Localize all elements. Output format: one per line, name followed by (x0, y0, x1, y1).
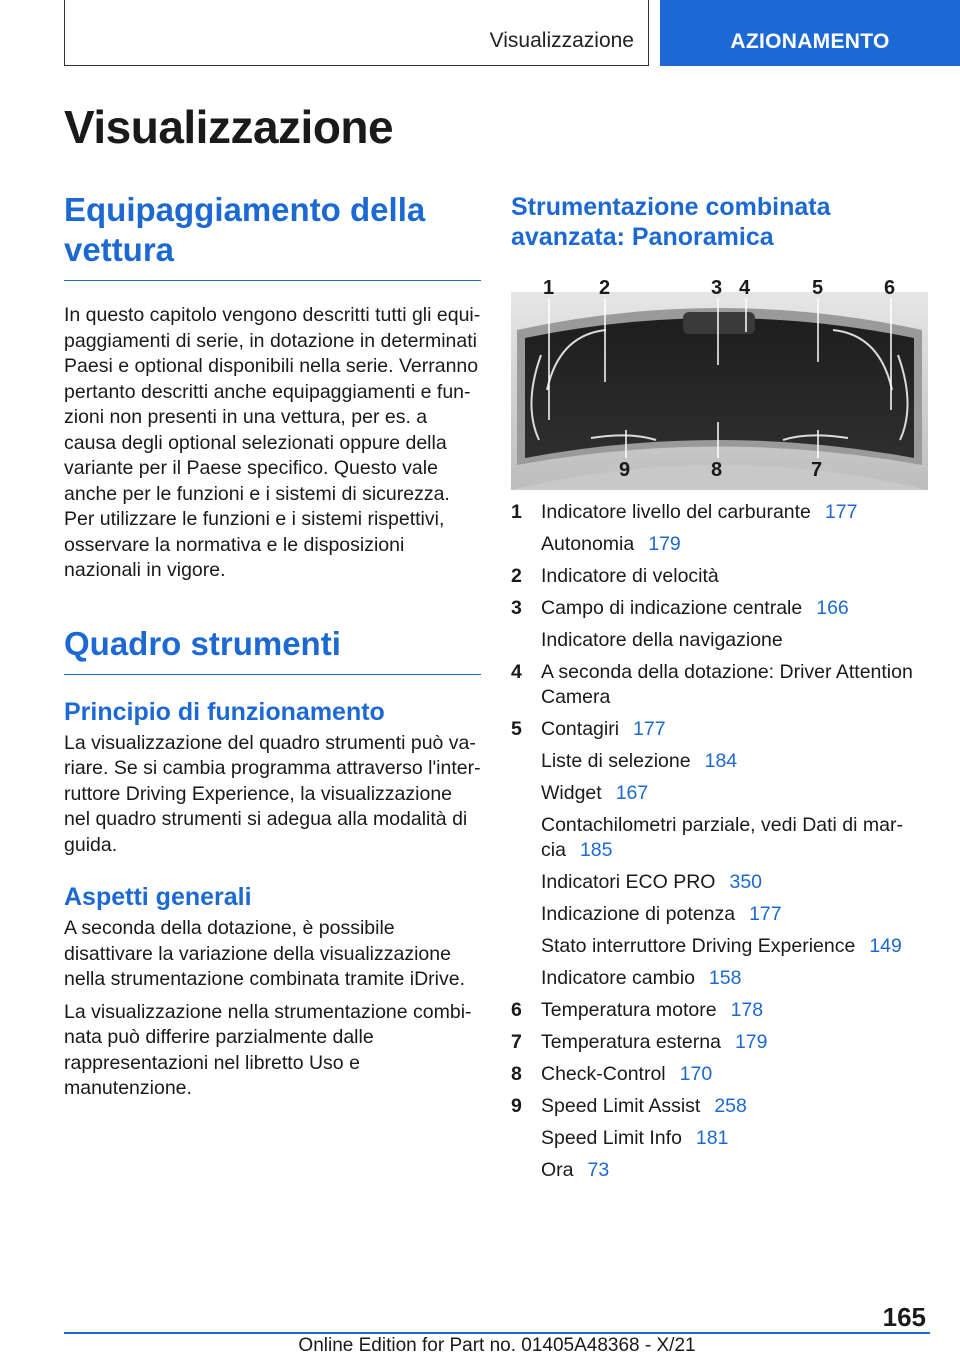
legend-text (541, 596, 931, 621)
legend-item (511, 564, 931, 589)
legend-label: Temperatura motore (541, 999, 717, 1021)
callout-9: 9 (619, 459, 631, 481)
page-number: 165 (882, 1302, 926, 1332)
legend-item (511, 1094, 931, 1119)
legend-label: Autonomia (541, 533, 635, 555)
header-section-box (64, 0, 649, 66)
page-reference-link[interactable]: 73 (587, 1159, 610, 1181)
page-reference-link[interactable]: 149 (869, 935, 902, 957)
legend-text (541, 870, 931, 895)
footer-divider (64, 1332, 930, 1334)
legend-label: Indicatore livello del carburante (541, 501, 811, 523)
legend-label: Indicatore di velocità (541, 565, 719, 587)
callout-3: 3 (711, 277, 723, 299)
page-reference-link[interactable]: 177 (824, 501, 858, 523)
legend-label: Speed Limit Info (541, 1127, 682, 1149)
legend-item (511, 934, 931, 959)
legend-label: Check-Control (541, 1063, 666, 1085)
header-chapter-label: AZIONAMENTO (730, 30, 890, 53)
page-title: Visualizzazione (64, 101, 394, 153)
legend-item (511, 1062, 931, 1087)
page-reference-link[interactable]: 167 (615, 782, 649, 804)
legend-number: 1 (511, 501, 522, 523)
callout-6: 6 (884, 277, 896, 299)
legend-text (541, 966, 931, 991)
legend-item (511, 628, 931, 653)
legend-text (541, 532, 931, 557)
legend-label: Liste di selezione (541, 750, 691, 772)
footer-edition: Online Edition for Part no. 01405A48368 - X/21 (298, 1335, 696, 1356)
legend-label: Indicatori ECO PRO (541, 871, 716, 893)
cluster-screen (525, 318, 914, 458)
legend-item (511, 749, 931, 774)
legend-text (541, 781, 931, 806)
legend-item (511, 1030, 931, 1055)
page-reference-link[interactable]: 177 (633, 718, 666, 740)
legend-label: Stato interruttore Driving Experience (541, 935, 856, 957)
legend-text (541, 749, 931, 774)
legend-item (511, 596, 931, 621)
page-reference-link[interactable]: 178 (730, 999, 764, 1021)
legend-text (541, 564, 931, 589)
legend-number: 3 (511, 597, 522, 619)
paragraph-aspetti-1: A seconda della dotazione, è possibile disattivare la variazione della visualizzazione nella strumentazione combinata tramite iDrive. (64, 917, 466, 990)
legend-item (511, 870, 931, 895)
page-reference-link[interactable]: 166 (816, 597, 849, 619)
legend-text (541, 1094, 931, 1119)
header-chapter-tab[interactable] (660, 0, 960, 66)
legend-text (541, 628, 931, 653)
callout-7: 7 (811, 459, 823, 481)
legend-number: 2 (511, 565, 522, 587)
page-reference-link[interactable]: 177 (749, 903, 782, 925)
legend-text (541, 1030, 931, 1055)
page-reference-link[interactable]: 184 (704, 750, 738, 772)
legend-number: 5 (511, 718, 522, 740)
legend-number: 4 (511, 661, 522, 683)
paragraph-aspetti-2: La visualizzazione nella strumentazione combinata può differire parzialmente dalle rappresentazioni nel libretto Uso e manutenzione. (64, 1000, 472, 1099)
callout-1: 1 (543, 277, 555, 299)
legend-text (541, 902, 931, 927)
legend-label: Indicatore della navigazione (541, 629, 783, 651)
legend-label: Indicatore cambio (541, 967, 695, 989)
legend-item (511, 902, 931, 927)
page-reference-link[interactable]: 179 (648, 533, 681, 555)
legend-number: 9 (511, 1095, 522, 1117)
legend-item (511, 966, 931, 991)
legend-label: Contachilometri parziale, vedi Dati di marcia (541, 814, 903, 861)
page-reference-link[interactable]: 258 (714, 1095, 747, 1117)
heading-strumentazione-panoramica: Strumentazione combinata avanzata: Panoramica (511, 193, 831, 251)
legend-number: 7 (511, 1031, 522, 1053)
legend-text (541, 934, 931, 959)
paragraph-equipaggiamento: In questo capitolo vengono descritti tutti gli equipaggiamenti di serie, in dotazione in determinati Paesi e optional disponibili nella serie. Verranno pertanto descritti anche equipaggiamenti e funzioni non presenti in una vettura, per es. a causa degli optional selezionati oppure della variante per il Paese specifico. Questo vale anche per le funzioni e i sistemi di sicurezza. Per utilizzare le funzioni e i sistemi rispettivi, osservare la normativa e le disposizioni nazionali in vigore. (64, 304, 481, 581)
legend-label: Ora (541, 1159, 574, 1181)
heading-quadro-strumenti: Quadro strumenti (64, 624, 481, 675)
legend-text (541, 1126, 931, 1151)
page-reference-link[interactable]: 350 (729, 871, 763, 893)
instrument-cluster-illustration (511, 270, 928, 490)
legend-number: 6 (511, 999, 522, 1021)
callout-2: 2 (599, 277, 611, 299)
callout-4: 4 (739, 277, 751, 299)
header-section-title: Visualizzazione (489, 29, 634, 52)
legend-item (511, 781, 931, 806)
legend-label: Campo di indicazione centrale (541, 597, 803, 619)
legend-text (541, 813, 931, 863)
legend-item (511, 813, 931, 863)
legend-label: Widget (541, 782, 602, 804)
heading-principio: Principio di funzionamento (64, 697, 385, 726)
legend-label: Contagiri (541, 718, 620, 740)
legend-item (511, 998, 931, 1023)
cluster-legend-list (511, 500, 931, 1190)
page-reference-link[interactable]: 185 (579, 839, 613, 861)
legend-text (541, 660, 931, 710)
paragraph-principio: La visualizzazione del quadro strumenti può variare. Se si cambia programma attraverso l'interruttore Driving Experience, la visualizzazione nel quadro strumenti si adegua alla modalità di guida. (64, 731, 481, 856)
callout-5: 5 (812, 277, 824, 299)
right-column (511, 192, 928, 252)
legend-item (511, 660, 931, 710)
page-reference-link[interactable]: 179 (734, 1031, 768, 1053)
legend-item (511, 717, 931, 742)
left-column (64, 190, 481, 1102)
legend-item (511, 1126, 931, 1151)
legend-label: Indicazione di potenza (541, 903, 736, 925)
page-reference-link[interactable]: 181 (695, 1127, 729, 1149)
page-reference-link[interactable]: 158 (708, 967, 742, 989)
legend-item (511, 500, 931, 525)
legend-item (511, 532, 931, 557)
page-reference-link[interactable]: 170 (679, 1063, 713, 1085)
legend-label: A seconda della dotazione: Driver Attention Camera (541, 661, 913, 708)
legend-text (541, 998, 931, 1023)
legend-text (541, 500, 931, 525)
legend-label: Speed Limit Assist (541, 1095, 701, 1117)
heading-aspetti-generali: Aspetti generali (64, 883, 252, 911)
legend-text (541, 1158, 931, 1183)
legend-label: Temperatura esterna (541, 1031, 721, 1053)
heading-equipaggiamento: Equipaggiamento della vettura (64, 190, 481, 281)
legend-item (511, 1158, 931, 1183)
camera-housing (683, 312, 755, 334)
callout-8: 8 (711, 459, 723, 481)
legend-number: 8 (511, 1063, 522, 1085)
legend-text (541, 1062, 931, 1087)
legend-text (541, 717, 931, 742)
